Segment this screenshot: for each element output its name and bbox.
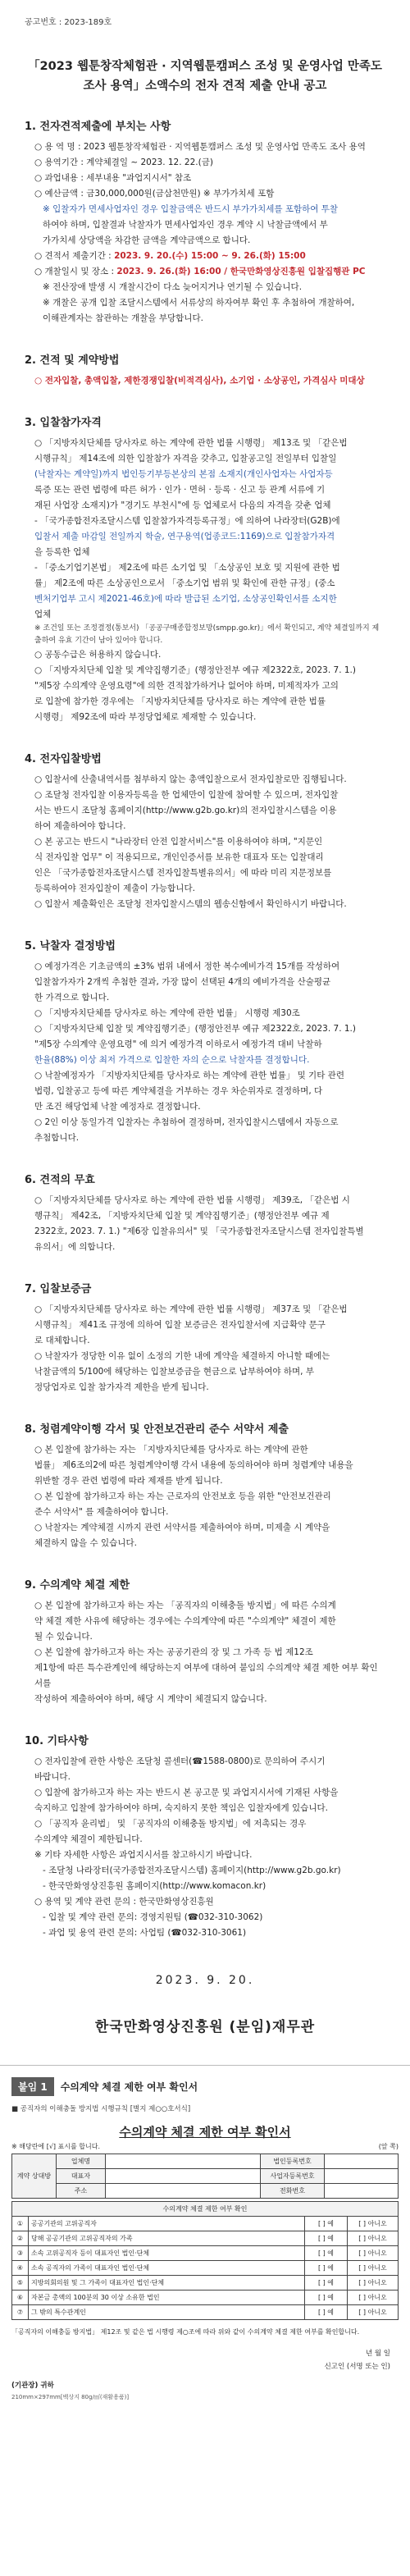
s1-line: 하여야 하며, 입찰결과 낙찰자가 면세사업자인 경우 계약 시 낙찰금액에서 부: [43, 220, 328, 230]
s1-extra: ※ 전산장애 발생 시 개찰시간이 다소 늦어지거나 연기될 수 있습니다.: [43, 282, 303, 292]
s4-line: ○ 입찰서에 산출내역서를 첨부하지 않는 총액입찰으로서 전자입찰로만 집행됩니다.: [34, 774, 347, 784]
s1-line: ○ 용 역 명 : 2023 웹툰창작체험관 · 지역웹툰캠퍼스 조성 및 운영사업 만족도 조사 용역: [34, 142, 366, 152]
title-line-2: 조사 용역」소액수의 전자 견적 제출 안내 공고: [83, 80, 327, 93]
item-number: ⑦: [12, 2305, 29, 2320]
attachment-tag: 붙임 1: [11, 2077, 54, 2096]
s10-line: ○ 용역 및 계약 관련 문의 : 한국만화영상진흥원: [34, 1897, 214, 1907]
announcement-number: 공고번호 : 2023-189호: [25, 18, 112, 27]
s3-more: ○ 공동수급은 허용하지 않습니다.: [34, 650, 162, 660]
item-text: 지방의회의원 및 그 가족이 대표자인 법인·단체: [29, 2276, 305, 2291]
item-number: ③: [12, 2246, 29, 2261]
table-row: [12, 2217, 399, 2231]
form-declaration: 「공직자의 이해충돌 방지법」 제12조 및 같은 법 시행령 제○조에 따라 위와 같이 수의계약 체결 제한 여부를 확인합니다.: [11, 2328, 360, 2336]
opening-info: [25, 264, 385, 280]
table-row: [12, 2305, 399, 2320]
attachment-header: [11, 2077, 399, 2096]
s10-line: 숙지하고 입찰에 참가하여야 하며, 숙지하지 못한 책임은 입찰자에게 있습니다.: [34, 1803, 328, 1813]
item-text: 그 밖의 특수관계인: [29, 2305, 305, 2320]
section-9-body: [25, 1598, 385, 1707]
signature-date: 년 월 일: [365, 2350, 390, 2358]
table-row: [12, 2276, 399, 2291]
field-label: 전화번호: [261, 2184, 325, 2199]
s9-line: 약 체결 제한 사유에 해당하는 경우에는 수의계약에 따른 "수의계약" 체결이 제한: [34, 1616, 336, 1626]
s5-line: 한 가격으로 합니다.: [34, 993, 110, 1003]
s8-line: ○ 본 입찰에 참가하는 자는 「지방자치단체를 당사자로 하는 계약에 관한: [34, 1445, 308, 1455]
s7-line: ○ 낙찰자가 정당한 이유 없이 소정의 기한 내에 계약을 체결하지 아니할 때에는: [34, 1351, 330, 1361]
form-recipient: (기관장) 귀하: [11, 2382, 54, 2390]
signature-block: [11, 2347, 399, 2373]
item-text: 자본금 총액의 100분의 30 이상 소유한 법인: [29, 2291, 305, 2305]
s3-more: 시행령」 제92조에 따라 부정당업체로 제재할 수 있습니다.: [34, 712, 257, 722]
yes-checkbox[interactable]: [ ] 예: [305, 2276, 348, 2291]
yes-checkbox[interactable]: [ ] 예: [305, 2291, 348, 2305]
submission-period: [25, 249, 385, 264]
section-1-body: [25, 139, 385, 327]
s7-line: 시행규칙」 제41조 규정에 의하여 입찰 보증금은 전자입찰서에 지급확약 문구: [34, 1320, 326, 1330]
s6-line: 행규칙」 제42조, 「지방자치단체 입찰 및 계약집행기준」(행정안전부 예규 제: [34, 1211, 330, 1221]
s9-line: ○ 본 입찰에 참가하고자 하는 자는 공공기관의 장 및 그 가족 등 법 제12조: [34, 1647, 313, 1657]
no-checkbox[interactable]: [ ] 아니오: [348, 2261, 399, 2276]
s4-line: 인은 「국가종합전자조달시스템 전자입찰특별유의서」에 따라 미리 지문정보를: [34, 868, 332, 878]
section-4-body: [25, 772, 385, 912]
item-text: 소속 고위공직자 등이 대표자인 법인·단체: [29, 2246, 305, 2261]
s5-line: 만 조건 해당업체 낙찰 예정자로 결정합니다.: [34, 1102, 201, 1112]
s8-line: ○ 본 입찰에 참가하고자 하는 자는 근로자의 안전보호 등을 위한 "안전보건관리: [34, 1491, 331, 1501]
field-label: 주소: [57, 2184, 106, 2199]
s10-line: ※ 기타 자세한 사항은 과업지시서를 참고하시기 바랍니다.: [34, 1850, 253, 1860]
item-number: ②: [12, 2231, 29, 2246]
table-row: [12, 2202, 399, 2217]
section-10-body: [25, 1754, 385, 1941]
s1-line: ○ 예산금액 : 금30,000,000원(금삼천만원) ※ 부가가치세 포함: [34, 189, 275, 199]
title-line-1: 「2023 웹툰창작체험관 · 지역웹툰캠퍼스 조성 및 운영사업 만족도: [28, 60, 382, 73]
section-7-heading: 7. 입찰보증금: [25, 1283, 92, 1295]
s10-line: 바랍니다.: [34, 1772, 71, 1782]
yes-checkbox[interactable]: [ ] 예: [305, 2261, 348, 2276]
address-field[interactable]: [106, 2184, 261, 2199]
restriction-checklist-table: [11, 2201, 399, 2320]
s4-line: 하여 제출하여야 합니다.: [34, 821, 126, 831]
item-text: 소속 공직자의 가족이 대표자인 법인·단체: [29, 2261, 305, 2276]
s8-line: 위반할 경우 관련 법령에 따라 제재를 받게 됩니다.: [34, 1476, 223, 1486]
attachment-form: [0, 2066, 410, 2401]
s3-line: - 「국가종합전자조달시스템 입찰참가자격등록규정」에 의하여 나라장터(G2B)에: [34, 516, 340, 526]
s1-line: 가가치세 상당액을 차감한 금액을 계약금액으로 합니다.: [43, 235, 251, 245]
no-checkbox[interactable]: [ ] 아니오: [348, 2231, 399, 2246]
s9-line: 될 수 있습니다.: [34, 1632, 93, 1642]
table-row: [12, 2154, 399, 2169]
section-8-heading: 8. 청렴계약이행 각서 및 안전보건관리 준수 서약서 제출: [25, 1423, 289, 1436]
corp-number-field[interactable]: [325, 2154, 399, 2169]
s4-line: ○ 본 공고는 반드시 "나라장터 안전 입찰서비스"를 이용하여야 하며, "지문인: [34, 837, 323, 847]
field-label: 업체명: [57, 2154, 106, 2169]
s7-line: 낙찰금액의 5/100에 해당하는 입찰보증금을 현금으로 납부하여야 하며, 부: [34, 1367, 314, 1377]
section-3-heading: 3. 입찰참가자격: [25, 417, 102, 429]
s3-more: "제5장 수의계약 운영요령"에 의한 견적참가하거나 없어야 하며, 미제적자가 고의: [34, 681, 339, 691]
table-row: [12, 2184, 399, 2199]
section-10-heading: 10. 기타사항: [25, 1735, 89, 1747]
field-label: 대표자: [57, 2169, 106, 2184]
s3-line: 재된 사업장 소재지)가 "경기도 부천시"에 등 업체로서 다음의 자격을 갖춘 업체: [34, 500, 331, 510]
business-number-field[interactable]: [325, 2169, 399, 2184]
s10-line: ○ 입찰에 참가하고자 하는 자는 반드시 본 공고문 및 과업지시서에 기재된 사항을: [34, 1788, 339, 1797]
section-3-body: [25, 436, 385, 725]
s3-line: 입찰서 제출 마감일 전일까지 학술, 연구용역(업종코드:1169)으로 입찰참가자격: [34, 532, 335, 541]
s9-line: 작성하여 제출하여야 하며, 해당 시 계약이 체결되지 않습니다.: [34, 1694, 267, 1704]
s8-line: ○ 낙찰자는 계약체결 시까지 관련 서약서를 제출하여야 하며, 미제출 시 계약을: [34, 1523, 330, 1532]
s5-line: 추첨합니다.: [34, 1133, 80, 1143]
s8-line: 법률」 제6조의2에 따른 청렴계약이행 각서 내용에 동의하여야 하며 청렴계약 내용을: [34, 1460, 353, 1470]
yes-checkbox[interactable]: [ ] 예: [305, 2231, 348, 2246]
s5-line: ○ 「지방자치단체 입찰 및 계약집행기준」(행정안전부 예규 제2322호, 2023. 7. 1.): [34, 1024, 356, 1034]
opening-value: 2023. 9. 26.(화) 16:00 / 한국만화영상진흥원 입찰집행관 PC: [116, 267, 366, 276]
table-row: [12, 2246, 399, 2261]
s3-line: - 「중소기업기본법」 제2조에 따른 소기업 및 「소상공인 보호 및 지원에 관한 법: [34, 563, 340, 573]
s8-line: 준수 서약서" 를 제출하여야 합니다.: [34, 1507, 169, 1517]
form-subheader: [11, 2142, 399, 2151]
section-4-heading: 4. 전자입찰방법: [25, 753, 102, 765]
company-name-field[interactable]: [106, 2154, 261, 2169]
no-checkbox[interactable]: [ ] 아니오: [348, 2305, 399, 2320]
section-9-heading: 9. 수의계약 체결 제한: [25, 1579, 130, 1592]
section-7-body: [25, 1302, 385, 1395]
s4-line: ○ 조달청 전자입찰 이용자등록을 한 업체만이 입찰에 참여할 수 있으며, 전자입찰: [34, 790, 339, 800]
item-text: 당해 공공기관의 고위공직자의 가족: [29, 2231, 305, 2246]
s10-line: ○ 「공직자 윤리법」 및 「공직자의 이해충돌 방지법」에 저촉되는 경우: [34, 1819, 307, 1829]
s3-line: (낙찰자는 계약일)까지 법인등기부등본상의 본점 소재지(개인사업자는 사업자등: [34, 469, 333, 479]
s5-line: ○ 낙찰예정자가 「지방자치단체를 당사자로 하는 계약에 관한 법률」 및 기타 관련: [34, 1071, 344, 1080]
section-6-body: [25, 1193, 385, 1255]
s7-line: 정당업자로 입찰 참가자격 제한을 받게 됩니다.: [34, 1382, 209, 1392]
s8-line: 체결하지 않을 수 있습니다.: [34, 1538, 137, 1548]
s3-more: ○ 「지방자치단체 입찰 및 계약집행기준」(행정안전부 예규 제2322호, 2023. 7. 1.): [34, 665, 356, 675]
issuing-organization: 한국만화영상진흥원 (분임)재무관: [94, 2019, 316, 2035]
item-number: ⑤: [12, 2276, 29, 2291]
form-page-side: (앞 쪽): [378, 2143, 399, 2150]
item-number: ⑥: [12, 2291, 29, 2305]
s3-line: 업체: [34, 610, 52, 619]
submission-period-value: 2023. 9. 20.(수) 15:00 ~ 9. 26.(화) 15:00: [114, 251, 306, 261]
s9-line: ○ 본 입찰에 참가하고자 하는 자는 「공직자의 이해충돌 방지법」에 따른 수의계: [34, 1601, 336, 1610]
contract-method: ○ 전자입찰, 총액입찰, 제한경쟁입찰(비적격심사), 소기업 · 소상공인, 가격심사 미대상: [34, 376, 365, 386]
form-instruction: ※ 해당란에 [√] 표시를 합니다.: [11, 2143, 101, 2150]
no-checkbox[interactable]: [ ] 아니오: [348, 2246, 399, 2261]
submission-period-label: ○ 견적서 제출기간 :: [34, 251, 112, 261]
s1-line: ※ 입찰자가 면세사업자인 경우 입찰금액은 반드시 부가가치세를 포함하여 투찰: [43, 204, 339, 214]
phone-field[interactable]: [325, 2184, 399, 2199]
table-row: [12, 2231, 399, 2246]
representative-field[interactable]: [106, 2169, 261, 2184]
no-checkbox[interactable]: [ ] 아니오: [348, 2217, 399, 2231]
party-info-table: [11, 2154, 399, 2199]
yes-checkbox[interactable]: [ ] 예: [305, 2217, 348, 2231]
item-number: ④: [12, 2261, 29, 2276]
table-row: [12, 2169, 399, 2184]
s6-line: 유의서」에 의합니다.: [34, 1242, 116, 1252]
s3-line: ○ 「지방자치단체를 당사자로 하는 계약에 관한 법률 시행령」 제13조 및 「같은법: [34, 438, 348, 448]
form-title: 수의계약 체결 제한 여부 확인서: [119, 2125, 291, 2140]
no-checkbox[interactable]: [ ] 아니오: [348, 2291, 399, 2305]
s5-line: 입찰참가자가 2개씩 추첨한 결과, 가장 많이 선택된 4개의 예비가격을 산술평균: [34, 977, 331, 987]
checklist-header: 수의계약 체결 제한 여부 확인: [12, 2202, 399, 2217]
s3-line: 록증 또는 관련 법령에 따른 허가 · 인가 · 면허 · 등록 · 신고 등 관계 서류에 기: [34, 485, 326, 495]
s10-line: - 과업 및 용역 관련 문의: 사업팀 (☎032-310-3061): [43, 1928, 247, 1938]
yes-checkbox[interactable]: [ ] 예: [305, 2246, 348, 2261]
s3-line: 률」 제2조에 따른 소상공인으로서 「중소기업 범위 및 확인에 관한 규정」(중소: [34, 578, 335, 588]
s3-line: 시행규칙」 제14조에 의한 입찰참가 자격을 갖추고, 입찰공고일 전일부터 입찰일: [34, 454, 337, 464]
item-text: 공공기관의 고위공직자: [29, 2217, 305, 2231]
item-number: ①: [12, 2217, 29, 2231]
s1-extra: 이해관계자는 참관하는 개찰을 부당합니다.: [43, 313, 203, 323]
section-1-heading: 1. 전자견적제출에 부치는 사항: [25, 121, 171, 133]
no-checkbox[interactable]: [ ] 아니오: [348, 2276, 399, 2291]
s5-line: 법령, 입찰공고 등에 따른 계약체결을 거부하는 경우 차순위자로 결정하며, 다: [34, 1086, 323, 1096]
s9-line: 제1항에 따른 특수관계인에 해당하는지 여부에 대하여 붙임의 수의계약 체결 제한 여부 확인서를: [34, 1663, 378, 1688]
s1-line: ○ 과업내용 : 세부내용 "과업지시서" 참조: [34, 173, 192, 183]
s6-line: 2322호, 2023. 7. 1.) "제6장 입찰유의서" 및 「국가종합전자조달시스템 전자입찰특별: [34, 1226, 364, 1236]
signature-name[interactable]: 신고인 (서명 또는 인): [324, 2363, 390, 2371]
section-5-body: [25, 959, 385, 1146]
section-8-body: [25, 1442, 385, 1551]
announcement-date: 2023. 9. 20.: [155, 1974, 255, 1987]
s4-line: 식 전자입찰 업무" 이 적용되므로, 개인인증서를 보유한 대표자 또는 입찰대리: [34, 852, 324, 862]
table-row: [12, 2261, 399, 2276]
party-label: 계약 상대방: [12, 2154, 57, 2199]
s6-line: ○ 「지방자치단체를 당사자로 하는 계약에 관한 법률 시행령」 제39조, 「같은법 시: [34, 1195, 350, 1205]
s5-line: ○ 예정가격은 기초금액의 ±3% 범위 내에서 정한 복수예비가격 15개를 작성하여: [34, 961, 340, 971]
s5-line: "제5장 수의계약 운영요령" 에 의거 예정가격 이하로서 예정가격 대비 낙찰하: [34, 1039, 322, 1049]
paper-size-note: [11, 2393, 399, 2401]
section-2-body: [25, 373, 385, 389]
s4-line: 등록하여야 전자입찰이 제출이 가능합니다.: [34, 884, 195, 893]
s10-line: ○ 전자입찰에 관한 사항은 조달청 콜센터(☎1588-0800)로 문의하여 주시기: [34, 1756, 326, 1766]
opening-label: ○ 개찰일시 및 장소 :: [34, 267, 115, 276]
s4-line: 서는 반드시 조달청 홈페이지(http://www.g2b.go.kr)의 전자입찰시스템을 이용: [34, 806, 337, 815]
s4-line: ○ 입찰서 제출확인은 조달청 전자입찰시스템의 웹송신함에서 확인하시기 바랍니다.: [34, 899, 347, 909]
s3-line: 벤처기업부 고시 제2021-46호)에 따라 발급된 소기업, 소상공인확인서를 소지한: [34, 594, 337, 604]
s5-line: 한율(88%) 이상 최저 가격으로 입찰한 자의 순으로 낙찰자를 결정합니다.: [34, 1055, 310, 1065]
yes-checkbox[interactable]: [ ] 예: [305, 2305, 348, 2320]
s3-line: 을 등록한 업체: [34, 547, 90, 557]
field-label: 사업자등록번호: [261, 2169, 325, 2184]
s5-line: ○ 「지방자치단체를 당사자로 하는 계약에 관한 법률」 시행령 제30조: [34, 1008, 300, 1018]
s10-line: 수의계약 체결이 제한됩니다.: [34, 1834, 143, 1844]
table-row: [12, 2291, 399, 2305]
section-6-heading: 6. 견적의 무효: [25, 1174, 95, 1186]
s5-line: ○ 2인 이상 동일가격 입찰자는 추첨하여 결정하며, 전자입찰시스템에서 자동으로: [34, 1117, 339, 1127]
s7-line: ○ 「지방자치단체를 당사자로 하는 계약에 관한 법률 시행령」 제37조 및 「같은법: [34, 1304, 348, 1314]
form-legal-note: ■ 공직자의 이해충돌 방지법 시행규칙 [별지 제○○호서식]: [11, 2105, 191, 2113]
s10-line: - 한국만화영상진흥원 홈페이지(http://www.komacon.kr): [43, 1881, 266, 1891]
s7-line: 로 대체합니다.: [34, 1336, 90, 1345]
s1-extra: ※ 개찰은 공개 입찰 조달시스템에서 서류상의 하자여부 확인 후 추첨하여 개찰하여,: [43, 298, 355, 308]
s10-line: - 입찰 및 계약 관련 문의: 경영지원팀 (☎032-310-3062): [43, 1912, 263, 1922]
announcement-title: [25, 57, 385, 96]
attachment-title: 수의계약 체결 제한 여부 확인서: [60, 2081, 198, 2093]
field-label: 법인등록번호: [261, 2154, 325, 2169]
paper-size-left: 210mm×297mm[백상지 80g/㎡(재활용품)]: [11, 2394, 130, 2400]
s3-note: ※ 조건일 또는 조정결정(통보서) 「공공구매종합정보망(smpp.go.kr)」에서 확인되고, 계약 체결일까지 제출하여 유효 기간이 남아 있어야 합니다.: [34, 624, 380, 645]
s3-more: 로 입찰에 참가한 경우에는 「지방자치단체를 당사자로 하는 계약에 관한 법률: [34, 697, 326, 706]
section-5-heading: 5. 낙찰자 결정방법: [25, 940, 116, 952]
s10-line: - 조달청 나라장터(국가종합전자조달시스템) 홈페이지(http://www.g2b.go.kr): [43, 1866, 341, 1875]
section-2-heading: 2. 견적 및 계약방법: [25, 354, 120, 367]
s1-line: ○ 용역기간 : 계약체결일 ~ 2023. 12. 22.(금): [34, 158, 213, 167]
